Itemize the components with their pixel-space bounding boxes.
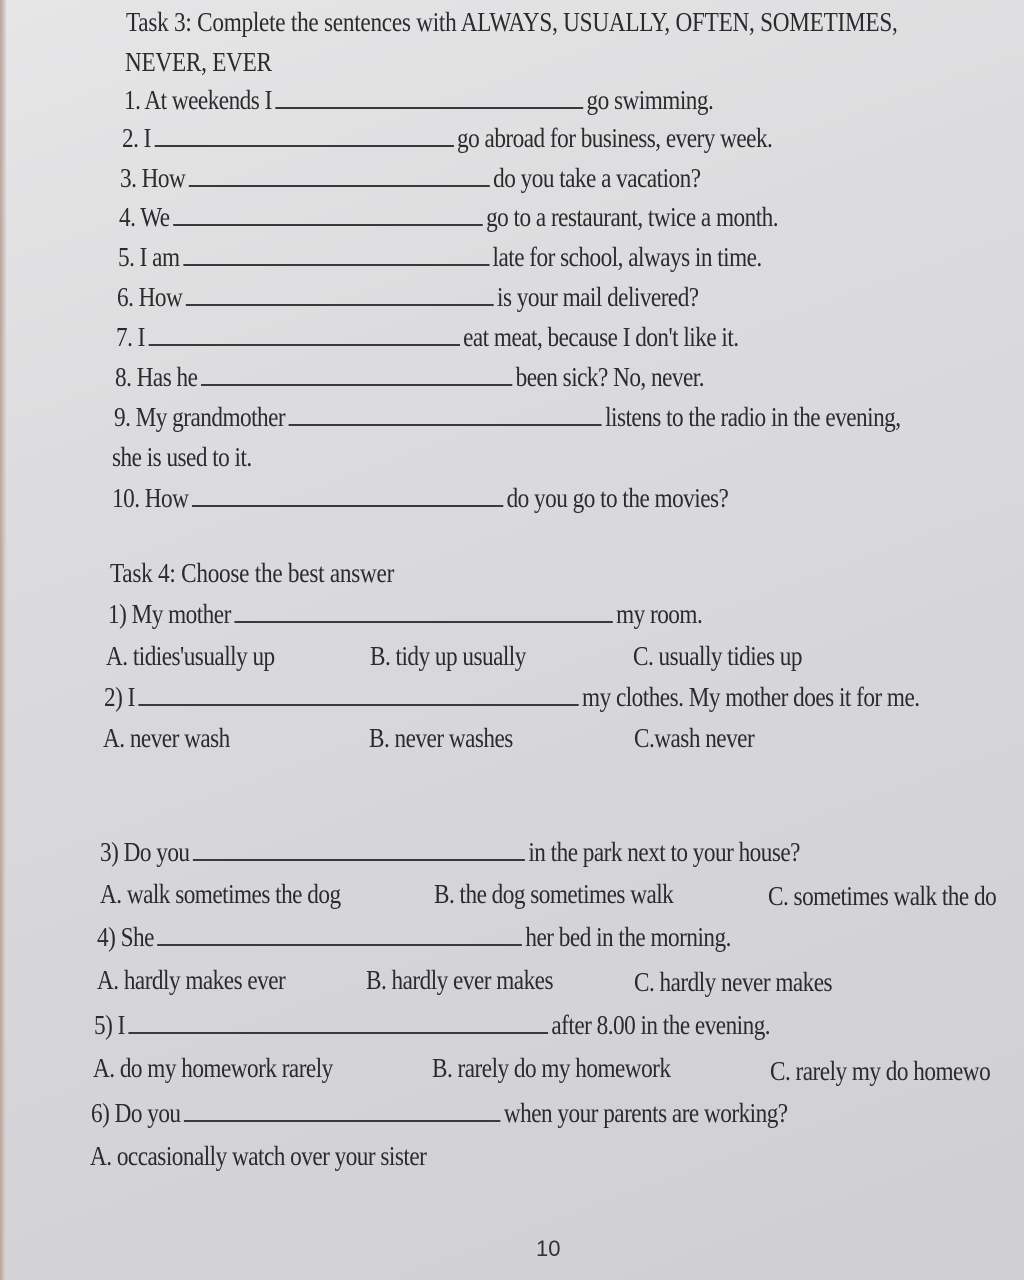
item-suffix: listens to the radio in the evening, [605, 402, 901, 432]
item-suffix: do you go to the movies? [506, 483, 729, 513]
option-b[interactable]: B. hardly ever makes [366, 965, 553, 995]
task4-question-2 [104, 681, 920, 713]
task4-question-1 [108, 598, 702, 630]
task4-question-4 [97, 921, 731, 953]
option-a[interactable]: A. hardly makes ever [97, 965, 286, 995]
item-prefix: 8. Has he [115, 362, 198, 392]
question-suffix: her bed in the morning. [525, 922, 731, 952]
page-number: 10 [536, 1236, 561, 1261]
answer-blank[interactable] [192, 483, 503, 507]
task4-question-6 [91, 1097, 788, 1129]
option-a[interactable]: A. walk sometimes the dog [100, 879, 341, 909]
item-suffix: eat meat, because I don't like it. [463, 322, 739, 352]
answer-blank[interactable] [201, 362, 512, 386]
task4-question-5 [94, 1009, 770, 1041]
task3-item-9-continuation: she is used to it. [112, 442, 252, 472]
item-suffix: go abroad for business, every week. [457, 123, 773, 153]
answer-blank[interactable] [184, 1098, 500, 1122]
answer-blank[interactable] [157, 922, 522, 946]
answer-blank[interactable] [128, 1010, 548, 1034]
item-prefix: 5. I am [118, 242, 180, 272]
question-prefix: 5) I [94, 1010, 125, 1040]
task3-item-9 [114, 401, 901, 433]
item-suffix: do you take a vacation? [493, 163, 701, 193]
option-a[interactable]: A. never wash [103, 723, 230, 753]
item-prefix: 6. How [117, 282, 183, 312]
answer-blank[interactable] [154, 123, 453, 147]
task3-item-2 [122, 122, 772, 154]
item-prefix: 7. I [116, 322, 145, 352]
question-suffix: my room. [616, 599, 703, 629]
option-c[interactable]: C.wash never [634, 723, 755, 753]
option-a[interactable]: A. tidies'usually up [106, 641, 275, 671]
task3-item-4 [119, 201, 778, 233]
task3-item-10 [112, 482, 728, 514]
answer-blank[interactable] [173, 202, 483, 226]
question-prefix: 6) Do you [91, 1098, 181, 1128]
task4-title: Task 4: Choose the best answer [110, 558, 395, 588]
option-b[interactable]: B. tidy up usually [370, 641, 526, 671]
answer-blank[interactable] [193, 837, 525, 861]
question-suffix: in the park next to your house? [528, 837, 800, 867]
question-prefix: 3) Do you [100, 837, 190, 867]
task3-item-8 [115, 361, 704, 393]
item-suffix: go swimming. [586, 85, 714, 115]
question-suffix: after 8.00 in the evening. [551, 1010, 771, 1040]
task3-item-6 [117, 281, 699, 313]
item-prefix: 10. How [112, 483, 189, 513]
item-suffix: late for school, always in time. [492, 242, 762, 272]
item-suffix: been sick? No, never. [515, 362, 705, 392]
question-prefix: 2) I [104, 682, 135, 712]
question-prefix: 1) My mother [108, 599, 231, 629]
item-suffix: go to a restaurant, twice a month. [486, 202, 779, 232]
item-prefix: 4. We [119, 202, 170, 232]
option-c[interactable]: C. rarely my do homewo [770, 1056, 991, 1086]
question-suffix: my clothes. My mother does it for me. [582, 682, 920, 712]
task3-item-5 [118, 241, 762, 273]
item-prefix: 1. At weekends I [124, 85, 272, 115]
task3-item-7 [116, 321, 739, 353]
answer-blank[interactable] [138, 682, 578, 706]
option-a[interactable]: A. occasionally watch over your sister [90, 1141, 427, 1171]
answer-blank[interactable] [189, 163, 490, 187]
item-suffix: is your mail delivered? [497, 282, 699, 312]
item-prefix: 3. How [120, 163, 186, 193]
answer-blank[interactable] [186, 282, 494, 306]
option-c[interactable]: C. usually tidies up [633, 641, 802, 671]
option-b[interactable]: B. rarely do my homework [432, 1053, 671, 1083]
question-suffix: when your parents are working? [503, 1098, 788, 1128]
option-c[interactable]: C. sometimes walk the do [768, 881, 997, 911]
task3-title-line2: NEVER, EVER [125, 47, 272, 77]
answer-blank[interactable] [183, 242, 489, 266]
task4-question-3 [100, 836, 800, 868]
task3-item-1 [124, 84, 713, 116]
question-prefix: 4) She [97, 922, 154, 952]
answer-blank[interactable] [148, 322, 459, 346]
answer-blank[interactable] [289, 402, 602, 426]
item-prefix: 9. My grandmother [114, 402, 286, 432]
task3-title-line1: Task 3: Complete the sentences with ALWAYS, USUALLY, OFTEN, SOMETIMES, [126, 7, 898, 37]
answer-blank[interactable] [234, 599, 612, 623]
option-b[interactable]: B. the dog sometimes walk [434, 879, 674, 909]
option-c[interactable]: C. hardly never makes [634, 967, 833, 997]
task3-item-3 [120, 162, 701, 194]
option-a[interactable]: A. do my homework rarely [93, 1053, 333, 1083]
option-b[interactable]: B. never washes [369, 723, 513, 753]
answer-blank[interactable] [275, 85, 583, 109]
item-prefix: 2. I [122, 123, 151, 153]
